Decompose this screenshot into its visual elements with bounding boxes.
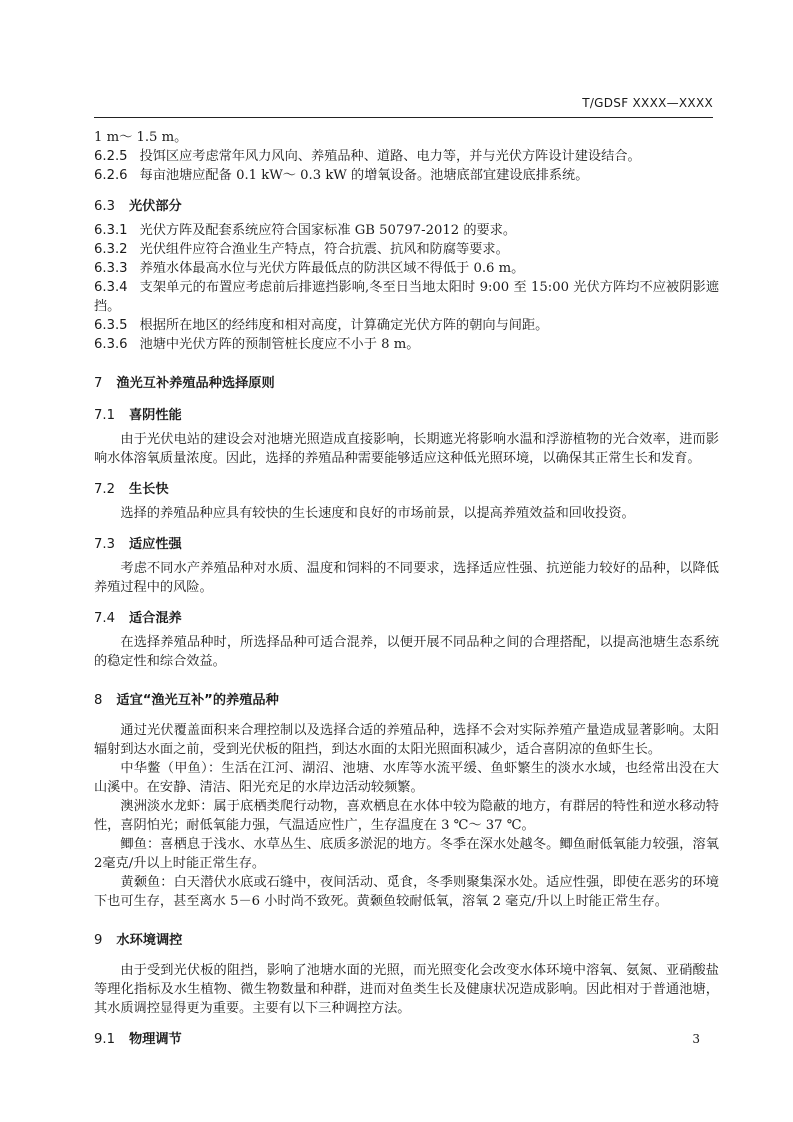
section-heading-7-1: 7.1 喜阴性能	[94, 408, 182, 423]
page-number: 3	[692, 1032, 700, 1046]
page-body	[94, 128, 719, 1054]
chapter-heading-7: 7 渔光互补养殖品种选择原则	[94, 376, 275, 391]
section-heading-9-1: 9.1 物理调节	[94, 1032, 182, 1047]
clause-6-3-4: 6.3.4 支架单元的布置应考虑前后排遮挡影响,冬至日当地太阳时 9:00 至 15:00 光伏方阵均不应被阴影遮挡。	[94, 280, 719, 314]
clause-6-3-3: 6.3.3 养殖水体最高水位与光伏方阵最低点的防洪区域不得低于 0.6 m。	[94, 261, 525, 276]
paragraph-7-2: 选择的养殖品种应具有较快的生长速度和良好的市场前景，以提高养殖效益和回收投资。	[120, 506, 635, 521]
paragraph-8-crucian-carp: 鲫鱼：喜栖息于浅水、水草丛生、底质多淤泥的地方。冬季在深水处越冬。鲫鱼耐低氧能力较强，溶氧2毫克/升以上时能正常生存。	[94, 837, 719, 871]
clause-6-3-2: 6.3.2 光伏组件应符合渔业生产特点，符合抗震、抗风和防腐等要求。	[94, 242, 509, 257]
paragraph-7-3: 考虑不同水产养殖品种对水质、温度和饲料的不同要求，选择适应性强、抗逆能力较好的品种，以降低养殖过程中的风险。	[94, 561, 719, 595]
clause-6-3-6: 6.3.6 池塘中光伏方阵的预制管桩长度应不小于 8 m。	[94, 337, 420, 352]
section-heading-7-3: 7.3 适应性强	[94, 537, 182, 552]
clause-6-3-1: 6.3.1 光伏方阵及配套系统应符合国家标准 GB 50797-2012 的要求。	[94, 223, 517, 238]
paragraph-8-intro: 通过光伏覆盖面积来合理控制以及选择合适的养殖品种，选择不会对实际养殖产量造成显著影响。太阳辐射到达水面之前，受到光伏板的阻挡，到达水面的太阳光照面积减少，适合喜阴凉的鱼虾生长。	[94, 723, 719, 757]
clause-6-3-5: 6.3.5 根据所在地区的经纬度和相对高度，计算确定光伏方阵的朝向与间距。	[94, 318, 549, 333]
chapter-heading-9: 9 水环境调控	[94, 933, 183, 948]
paragraph-7-1: 由于光伏电站的建设会对池塘光照造成直接影响，长期遮光将影响水温和浮游植物的光合效率，进而影响水体溶氧质量浓度。因此，选择的养殖品种需要能够适应这种低光照环境，以确保其正常生长和发育。	[94, 432, 719, 466]
paragraph-8-crayfish: 澳洲淡水龙虾：属于底栖类爬行动物，喜欢栖息在水体中较为隐蔽的地方，有群居的特性和逆水移动特性，喜阴怕光；耐低氧能力强，气温适应性广，生存温度在 3 ℃～ 37 ℃。	[94, 799, 719, 833]
chapter-heading-8: 8 适宜“渔光互补”的养殖品种	[94, 693, 279, 708]
clause-6-2-5: 6.2.5 投饵区应考虑常年风力风向、养殖品种、道路、电力等，并与光伏方阵设计建设结合。	[94, 149, 641, 164]
paragraph-7-4: 在选择养殖品种时，所选择品种可适合混养，以便开展不同品种之间的合理搭配，以提高池塘生态系统的稳定性和综合效益。	[94, 635, 719, 669]
section-heading-7-2: 7.2 生长快	[94, 482, 169, 497]
document-code: T/GDSF XXXX—XXXX	[582, 96, 713, 110]
section-heading-6-3: 6.3 光伏部分	[94, 199, 182, 214]
clause-6-2-6: 6.2.6 每亩池塘应配备 0.1 kW～ 0.3 kW 的增氧设备。池塘底部宜建设底排系统。	[94, 168, 589, 183]
paragraph-9-intro: 由于受到光伏板的阻挡，影响了池塘水面的光照，而光照变化会改变水体环境中溶氧、氨氮、亚硝酸盐等理化指标及水生植物、微生物数量和种群，进而对鱼类生长及健康状况造成影响。因此相对于普通池塘，其水质调控显得更为重要。主要有以下三种调控方法。	[94, 963, 719, 1016]
paragraph-8-soft-shell-turtle: 中华鳖（甲鱼）：生活在江河、湖沼、池塘、水库等水流平缓、鱼虾繁生的淡水水域，也经常出没在大山溪中。在安静、清洁、阳光充足的水岸边活动较频繁。	[94, 761, 719, 795]
section-heading-7-4: 7.4 适合混养	[94, 611, 182, 626]
header-divider	[94, 117, 713, 118]
continued-line: 1 m～ 1.5 m。	[94, 130, 188, 145]
paragraph-8-yellow-catfish: 黄颡鱼：白天潜伏水底或石缝中，夜间活动、觅食，冬季则聚集深水处。适应性强，即使在恶劣的环境下也可生存，甚至离水 5－6 小时尚不致死。黄颡鱼较耐低氧，溶氧 2 毫克/升以上时能正常生存。	[94, 875, 719, 909]
